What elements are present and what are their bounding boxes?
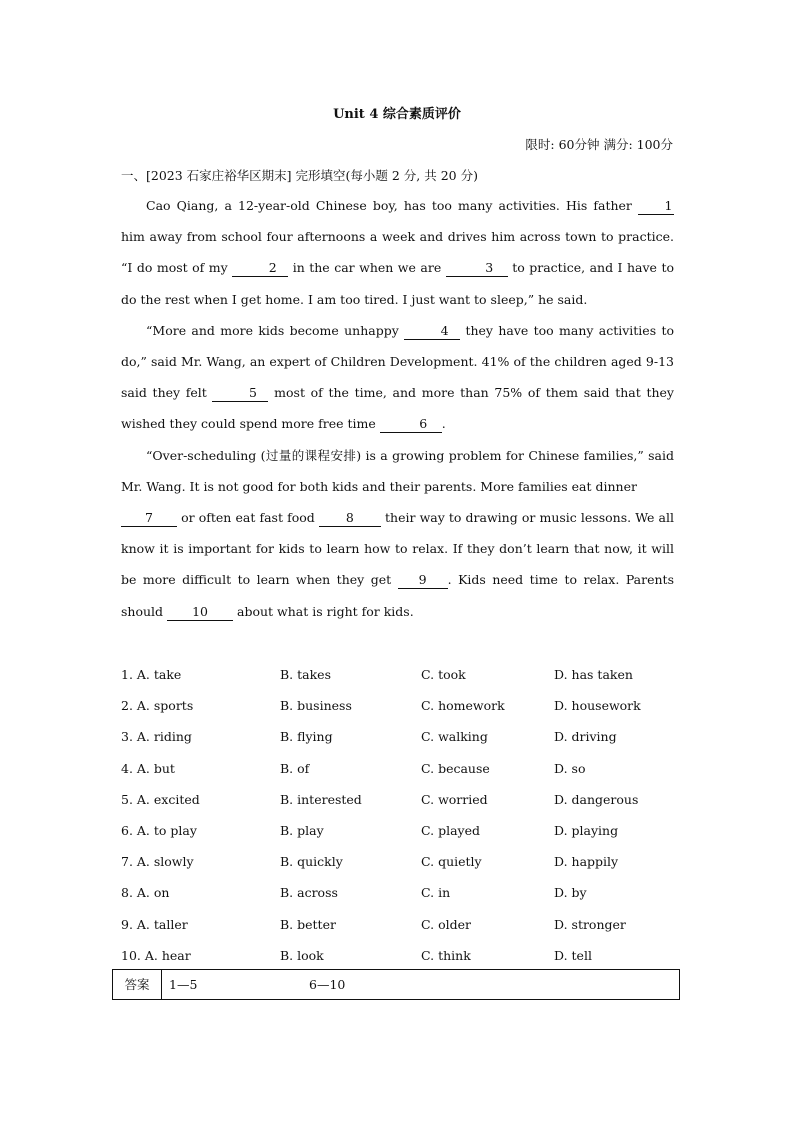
blank-10: 10: [167, 605, 233, 621]
option-row: 6. A. to play B. play C. played D. playing: [121, 822, 619, 838]
page-title: Unit 4 综合素质评价: [333, 107, 461, 122]
answer-range-6-10: 6—10: [309, 977, 346, 992]
paragraph-1: Cao Qiang, a 12-year-old Chinese boy, has too many activities. His father 1 him away from school four afternoons a week and drives him across town to practice. “I do most of my 2 in the car when we are 3 to practice, and I have to do the rest when I get home. I am too tired. I just want to sleep,” he said.: [121, 198, 674, 307]
blank-1: 1: [638, 199, 674, 215]
blank-3: 3: [446, 261, 508, 277]
paragraph-3: “Over-scheduling (过量的课程安排) is a growing problem for Chinese families,” said Mr. Wang. It is not good for both kids and their parents. More families eat dinner: [121, 447, 674, 494]
blank-8: 8: [319, 511, 381, 527]
option-row: 5. A. excited B. interested C. worried D. dangerous: [121, 791, 639, 807]
blank-7: 7: [121, 511, 177, 527]
answer-options: [121, 659, 681, 971]
option-row: 10. A. hear B. look C. think D. tell: [121, 947, 592, 963]
blank-5: 5: [212, 386, 268, 402]
answer-label: 答案: [113, 970, 162, 999]
blank-9: 9: [398, 573, 448, 589]
option-row: 3. A. riding B. flying C. walking D. driving: [121, 729, 617, 745]
paragraph-2: “More and more kids become unhappy 4 they have too many activities to do,” said Mr. Wang, an expert of Children Development. 41% of the children aged 9-13 said they felt 5 most of the time, and more than 75% of them said that they wished they could spend more free time 6 .: [121, 322, 674, 432]
section-heading: 一、[2023 石家庄裕华区期末] 完形填空(每小题 2 分, 共 20 分): [121, 168, 478, 183]
paragraph-4: 7 or often eat fast food 8 their way to drawing or music lessons. We all know it is important for kids to learn how to relax. If they don’t learn that now, it will be more difficult to learn when they get 9 . Kids need time to relax. Parents should 10 about what is right for kids.: [121, 510, 674, 619]
answer-box: [112, 969, 680, 1000]
cloze-passage: [121, 190, 674, 627]
option-row: 8. A. on B. across C. in D. by: [121, 885, 587, 901]
time-limit: 限时: 60分钟 满分: 100分: [525, 137, 673, 152]
option-row: 2. A. sports B. business C. homework D. housework: [121, 698, 641, 714]
blank-6: 6: [380, 417, 442, 433]
answer-range-1-5: 1—5: [169, 977, 198, 992]
option-row: 9. A. taller B. better C. older D. stronger: [121, 916, 626, 932]
blank-4: 4: [404, 324, 460, 340]
blank-2: 2: [232, 261, 288, 277]
option-row: 7. A. slowly B. quickly C. quietly D. happily: [121, 854, 619, 870]
option-row: 4. A. but B. of C. because D. so: [121, 760, 586, 776]
option-row: 1. A. take B. takes C. took D. has taken: [121, 667, 633, 682]
